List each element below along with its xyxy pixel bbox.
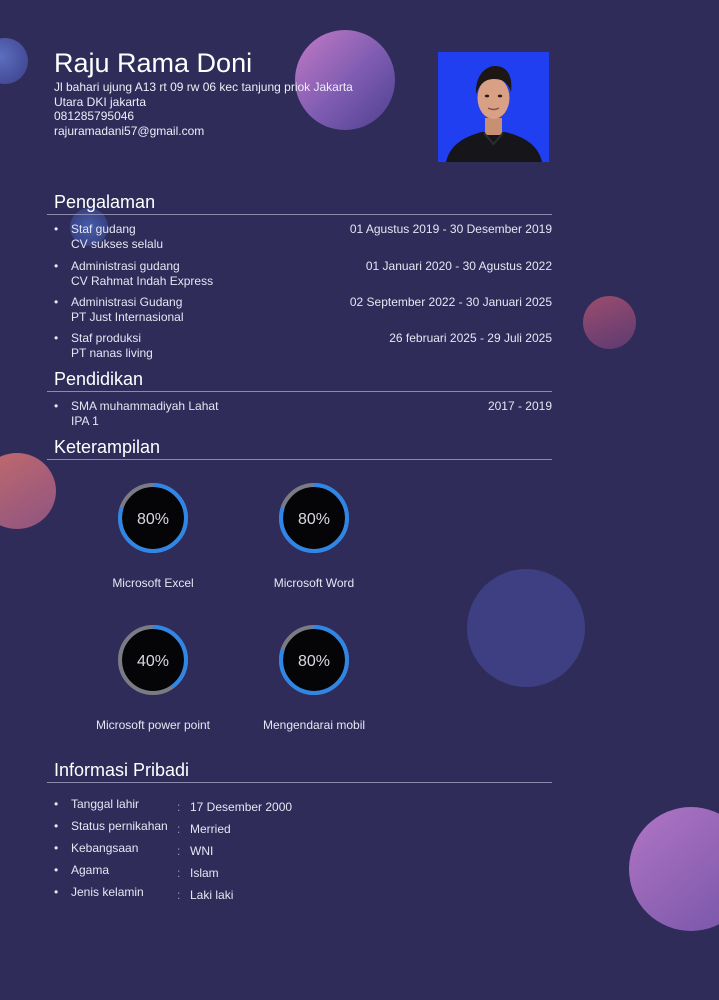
job-role: Administrasi Gudang [71,295,183,309]
job-company: PT Just Internasional [71,309,184,324]
experience-item [54,222,552,251]
decorative-circle [0,38,28,84]
section-divider [47,214,552,215]
personal-value: Merried [190,822,231,836]
section-title-personal: Informasi Pribadi [54,760,190,780]
skill-name: Microsoft Excel [112,576,194,590]
job-role: Staf produksi [71,331,142,345]
separator: : [177,844,181,858]
bullet: • [54,819,59,833]
personal-value: WNI [190,844,214,858]
contact-block [54,80,353,138]
bullet: • [54,797,59,811]
bullet: • [54,885,59,899]
resume-name: Raju Rama Doni [54,48,253,78]
experience-item [54,295,552,324]
personal-value: Islam [190,866,219,880]
skill-item [73,482,233,590]
section-title-skills: Keterampilan [54,437,161,457]
skill-name: Microsoft Word [273,576,355,590]
skill-progress-ring [278,482,350,554]
separator: : [177,888,181,902]
job-dates: 01 Agustus 2019 - 30 Desember 2019 [349,222,552,236]
personal-key: Kebangsaan [71,841,139,855]
job-role: Staf gudang [71,222,136,236]
personal-value: Laki laki [190,888,234,902]
skill-percent: 80% [297,653,331,670]
address-line: Utara DKI jakarta [54,94,147,109]
skill-progress-ring [117,482,189,554]
job-dates: 01 Januari 2020 - 30 Agustus 2022 [365,259,552,273]
job-company: CV sukses selalu [71,236,164,251]
email-address: rajuramadani57@gmail.com [54,123,205,138]
bullet: • [54,331,59,345]
school-name: SMA muhammadiyah Lahat [71,399,219,413]
bullet: • [54,841,59,855]
bullet: • [54,259,59,273]
section-divider [47,782,552,783]
separator: : [177,800,181,814]
skill-item [234,624,394,732]
bullet: • [54,863,59,877]
decorative-circle [0,453,56,529]
education-item [54,399,552,428]
personal-key: Status pernikahan [71,819,168,833]
experience-item [54,259,552,288]
school-years: 2017 - 2019 [487,399,552,413]
decorative-circle [629,807,719,931]
section-divider [47,459,552,460]
skill-name: Mengendarai mobil [262,718,366,732]
skill-percent: 80% [297,511,331,528]
skill-item [73,624,233,732]
personal-key: Agama [71,863,110,877]
skill-progress-ring [278,624,350,696]
phone-number: 081285795046 [54,109,135,123]
personal-key: Jenis kelamin [71,885,144,899]
bullet: • [54,399,59,413]
personal-key: Tanggal lahir [71,797,140,811]
job-company: PT nanas living [71,345,153,360]
skill-percent: 80% [136,511,170,528]
skill-percent: 40% [136,653,170,670]
experience-item [54,331,552,360]
address-line: Jl bahari ujung A13 rt 09 rw 06 kec tanjung priok Jakarta [54,80,353,94]
job-dates: 26 februari 2025 - 29 Juli 2025 [389,331,552,345]
separator: : [177,866,181,880]
decorative-circle [467,569,585,687]
section-title-education: Pendidikan [54,369,144,389]
bullet: • [54,222,59,236]
job-role: Administrasi gudang [71,259,180,273]
person-portrait-icon [438,52,549,162]
decorative-circle [583,296,636,349]
bullet: • [54,295,59,309]
separator: : [177,822,181,836]
job-dates: 02 September 2022 - 30 Januari 2025 [349,295,552,309]
section-title-experience: Pengalaman [54,192,156,212]
personal-value: 17 Desember 2000 [190,800,293,814]
profile-photo [438,52,549,162]
skill-name: Microsoft power point [95,718,211,732]
skill-item [234,482,394,590]
school-major: IPA 1 [71,413,99,428]
section-divider [47,391,552,392]
job-company: CV Rahmat Indah Express [71,273,214,288]
skill-progress-ring [117,624,189,696]
